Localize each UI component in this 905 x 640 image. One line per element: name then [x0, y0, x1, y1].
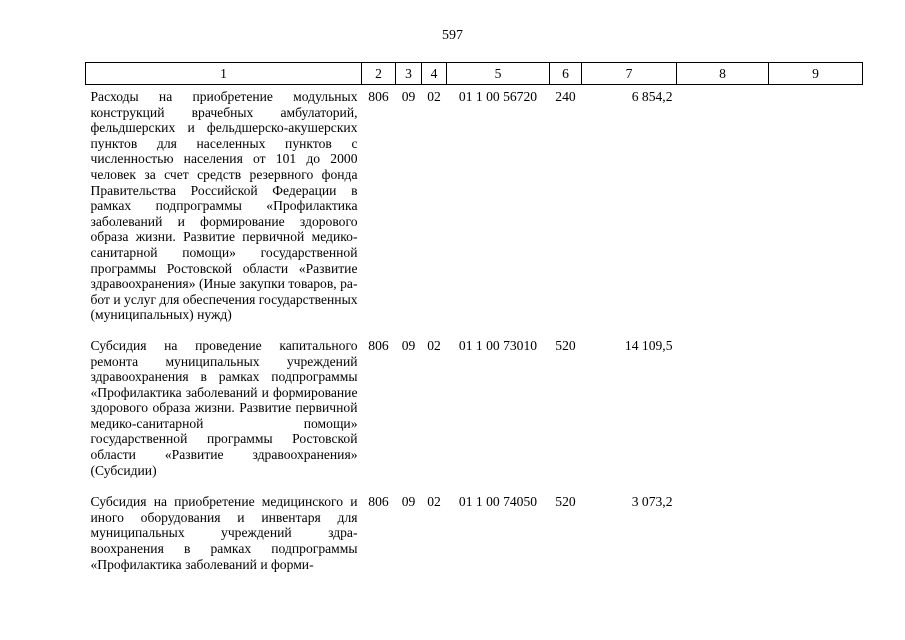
amount-value: 3 073,2	[631, 494, 673, 510]
column-header-4: 4	[422, 63, 447, 85]
target-article-code: 01 1 00 73010	[458, 337, 538, 353]
target-article-code: 01 1 00 56720	[458, 89, 538, 104]
column-header-1: 1	[86, 63, 362, 85]
amount-value: 14 109,5	[624, 337, 673, 353]
expense-type-code: 240	[555, 89, 576, 104]
budget-table	[85, 62, 863, 572]
amount-column-8	[677, 490, 769, 572]
section-code: 09	[401, 494, 416, 510]
row-description: Субсидия на приобретение медицинского и иного оборудования и инвентаря для муниципальных учреждений здравоохранения в рамках подпрограммы «Профилактика заболеваний и форми-	[90, 494, 358, 572]
row-description: Субсидия на проведение капитального ремонта муниципальных учреждений здравоохранения в рамках подпрограммы «Профилактика заболеваний и формирование здорового образа жизни. Развитие первичной медико-санитарной помощи» государственной программы Ростовской области «Развитие здравоохранения» (Субсидии)	[90, 337, 358, 478]
table-row	[86, 490, 863, 572]
ministry-code: 806	[368, 337, 389, 353]
column-header-9: 9	[769, 63, 863, 85]
column-header-6: 6	[550, 63, 582, 85]
subsection-code: 02	[427, 89, 441, 104]
table-row	[86, 334, 863, 490]
amount-column-9	[769, 334, 863, 490]
row-description: Расходы на приобретение модульных конструкций врачебных амбулаторий, фельдшерских и фельдшерско-акушерских пунктов для населенных пунктов с численностью населения от 101 до 2000 человек за счет средств резервного фонда Правительства Российской Федерации в рамках подпрограммы «Профилактика заболеваний и формирование здорового образа жизни. Развитие первичной медико-санитарной помощи» государственной программы Ростовской области «Развитие здравоохранения» (Иные закупки товаров, работ и услуг для обеспечения государственных (муниципальных) нужд)	[90, 89, 358, 323]
section-code: 09	[401, 89, 416, 104]
amount-column-9	[769, 490, 863, 572]
page-number: 597	[442, 28, 463, 43]
column-header-3: 3	[396, 63, 422, 85]
amount-column-9	[769, 85, 863, 334]
subsection-code: 02	[427, 337, 441, 353]
amount-value: 6 854,2	[631, 89, 673, 104]
table-row	[86, 85, 863, 334]
amount-column-8	[677, 85, 769, 334]
section-code: 09	[401, 337, 416, 353]
column-header-2: 2	[362, 63, 396, 85]
subsection-code: 02	[427, 494, 441, 510]
amount-column-8	[677, 334, 769, 490]
table-header-row	[86, 63, 863, 85]
column-header-5: 5	[447, 63, 550, 85]
expense-type-code: 520	[555, 337, 576, 353]
column-header-7: 7	[582, 63, 677, 85]
ministry-code: 806	[368, 494, 389, 510]
ministry-code: 806	[368, 89, 389, 104]
expense-type-code: 520	[555, 494, 576, 510]
column-header-8: 8	[677, 63, 769, 85]
target-article-code: 01 1 00 74050	[458, 494, 538, 510]
